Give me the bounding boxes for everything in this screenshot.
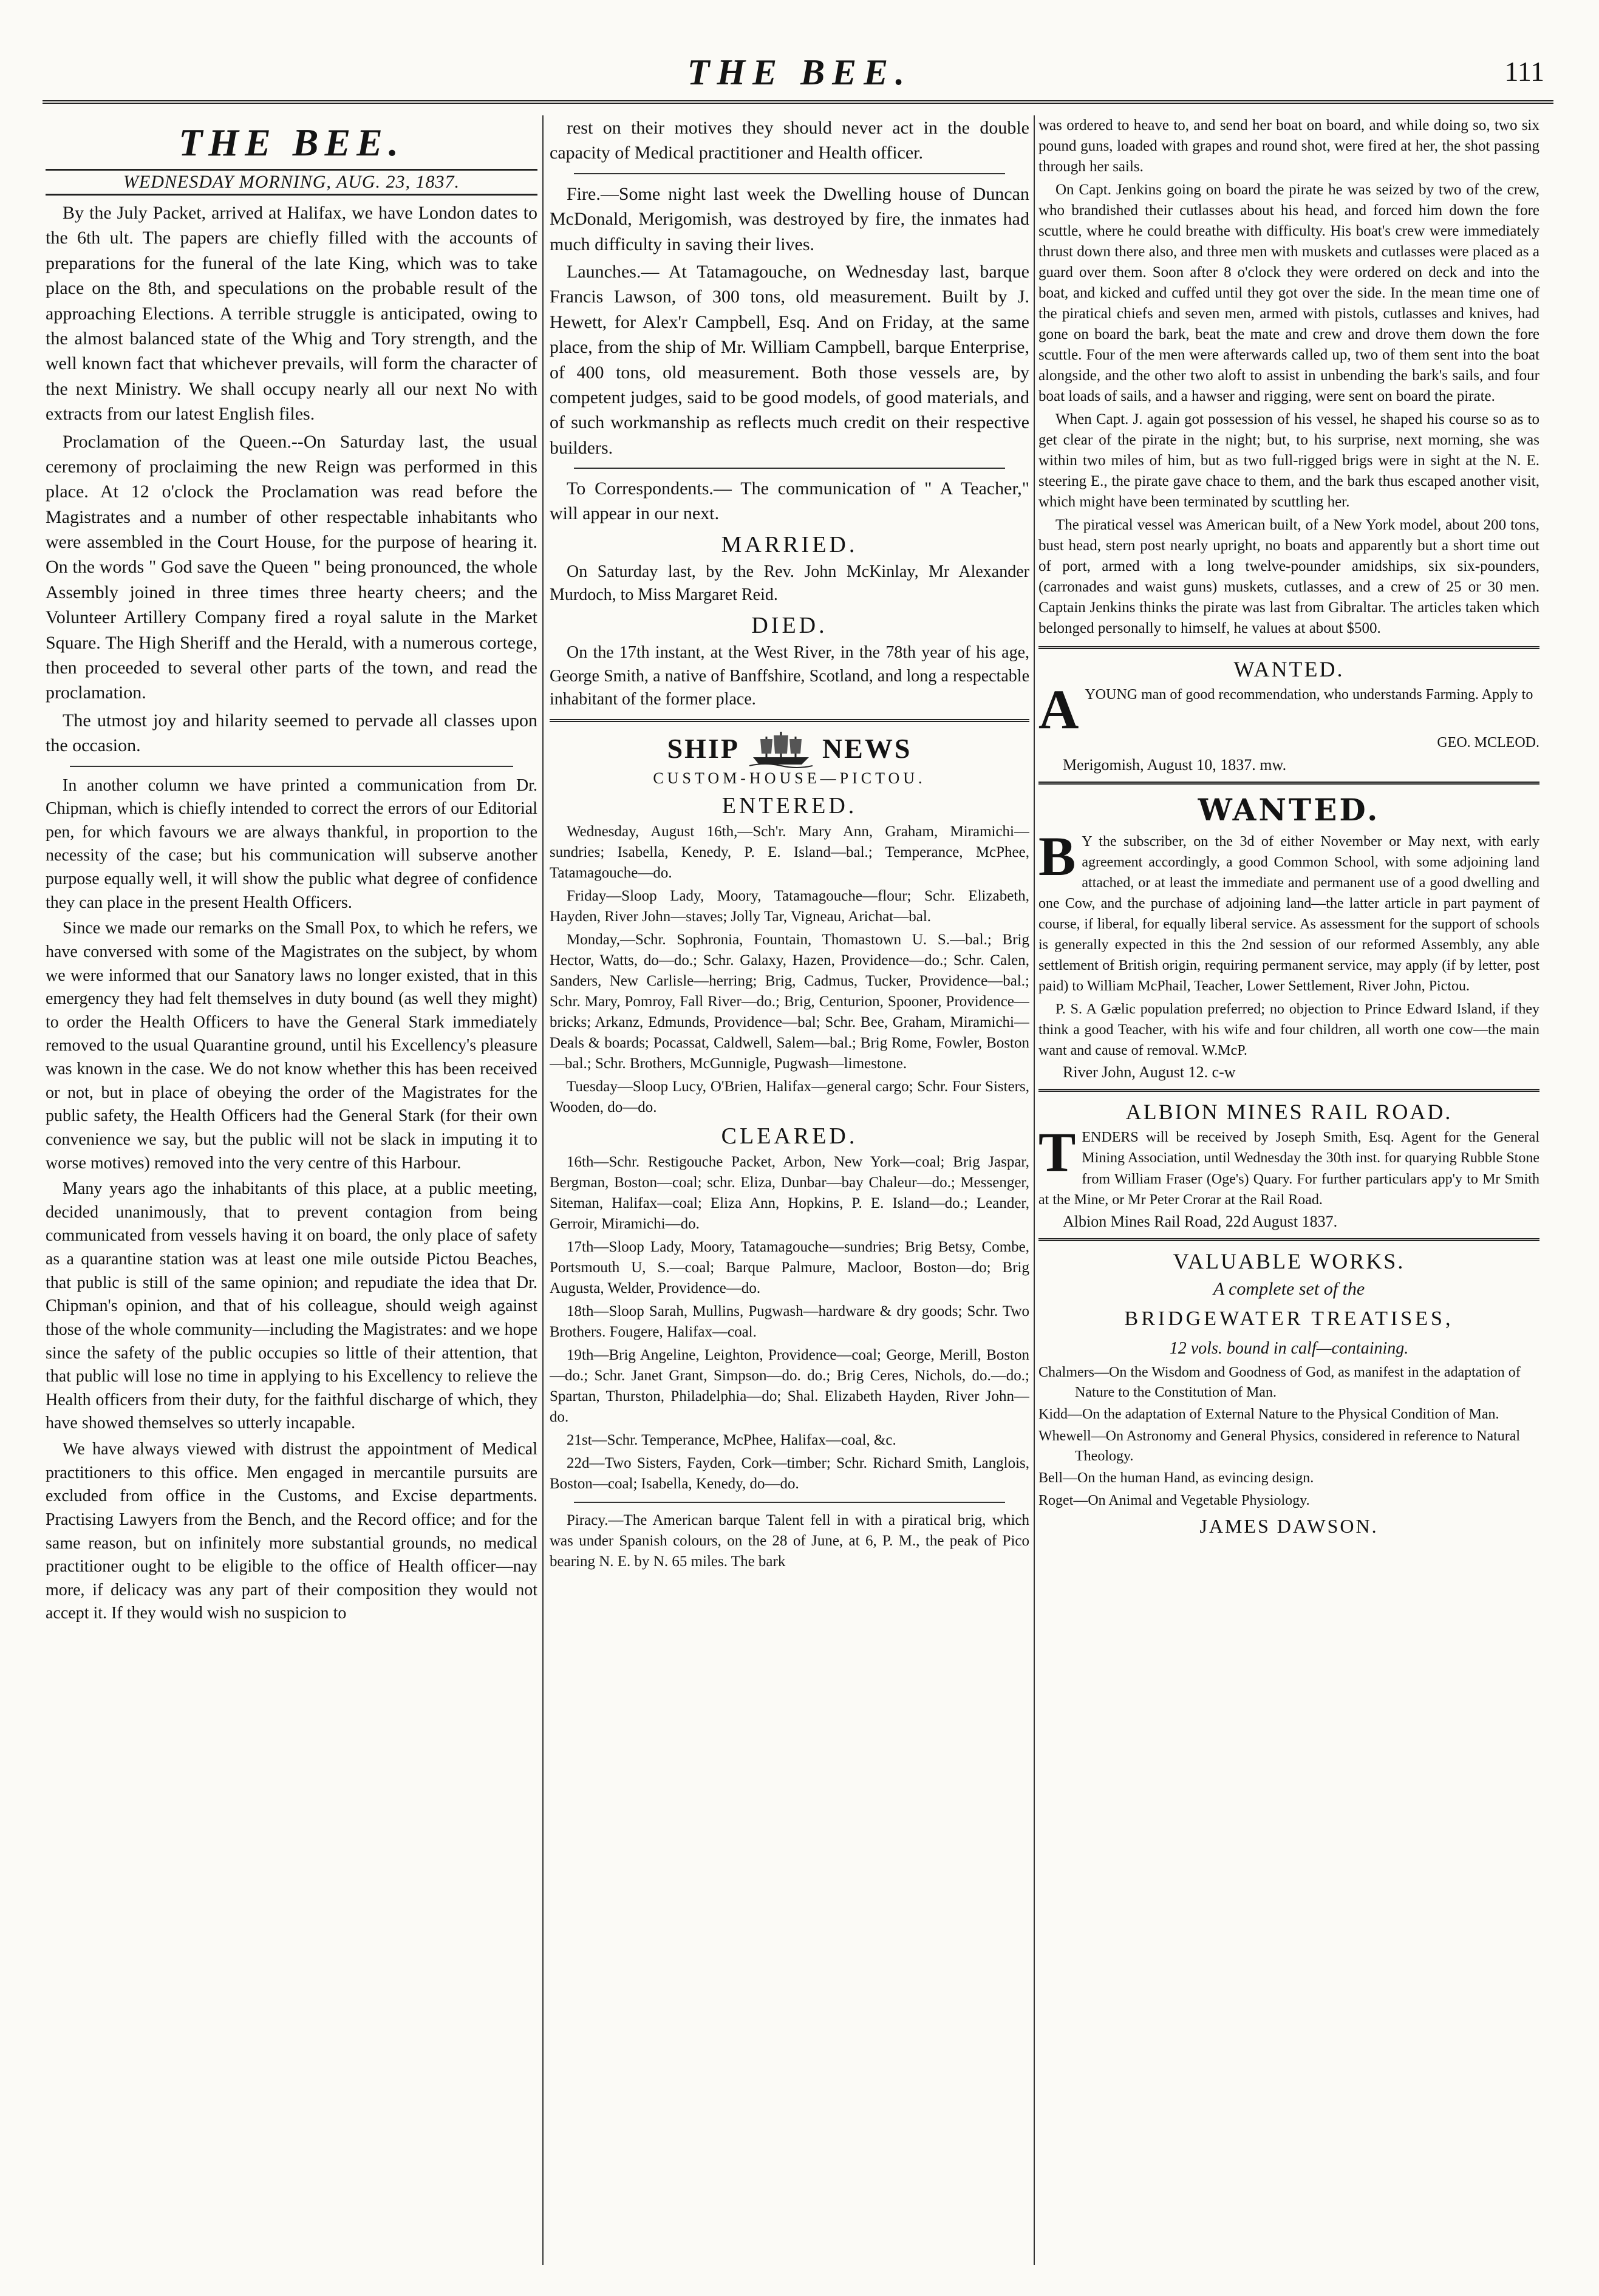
albion-ad [1038, 1121, 1539, 1210]
piracy-continued: On Capt. Jenkins going on board the pirate he was seized by two of the crew, who brandished their cutlasses about his head, and forced him down the fore scuttle, where he could breathe with difficulty. His boat's crew were immediately thrust down there also, and three men with muskets and cutlasses were placed as a guard over them. Soon after 8 o'clock they were ordered on deck and into the boat, and kicked and cuffed until they got over the side. In the mean time one of the piratical chiefs and seven men, armed with pistols, cutlasses and knives, had gone on board the bark, beat the mate and crew and drove them down the fore scuttle. Four of the men were afterwards called up, two of them sent into the boat alongside, and the other two aloft to assist in unbending the bark's sails, and four boat loads of sails, and a hawser and rigging, were sent on board the pirate. [1038, 182, 1539, 404]
wanted-heading: WANTED. [1233, 657, 1345, 681]
divider [574, 468, 1005, 469]
ship-news-right: NEWS [822, 733, 912, 765]
works-item: Kidd—On the adaptation of External Nature to the Physical Condition of Man. [1038, 1406, 1499, 1423]
died-notice: On the 17th instant, at the West River, in the 78th year of his age, George Smith, a native of Banffshire, Scotland, and long a respectable inhabitant of the former place. [550, 643, 1029, 709]
masthead [0, 52, 1599, 106]
wanted-heading: WANTED. [1198, 791, 1380, 828]
article-paragraph: By the July Packet, arrived at Halifax, we have London dates to the 6th ult. The papers are chiefly filled with the accounts of preparations for the funeral of the late King, which was to take place on the 8th, and speculations on the probable result of the approaching Elections. A terrible struggle is anticipated, owing to the almost balanced state of the Whig and Tory strength, and the well known fact that whichever prevails, will form the character of the next Ministry. We shall occupy nearly all our next No with extracts from our latest English files. [46, 203, 537, 424]
ad-text: YOUNG man of good recommendation, who understands Farming. Apply to [1085, 687, 1533, 703]
works-signature: JAMES DAWSON. [1199, 1515, 1379, 1538]
column-3 [1038, 115, 1539, 2265]
shipping-entry: Wednesday, August 16th,—Sch'r. Mary Ann, Graham, Miramichi—sundries; Isabella, Kenedy, P. E. Island—bal.; Temperance, McPhee, Tatamagouche—do. [550, 823, 1029, 881]
married-notice: On Saturday last, by the Rev. John McKinlay, Mr Alexander Murdoch, to Miss Margaret Reid. [550, 562, 1029, 605]
divider [574, 173, 1005, 174]
works-item: Roget—On Animal and Vegetable Physiology. [1038, 1492, 1310, 1508]
article-paragraph: Launches.— At Tatamagouche, on Wednesday last, barque Francis Lawson, of 300 tons, old measurement. Built by J. Hewett, for Alex'r Campbell, Esq. And on Friday, at the same place, from the ship of Mr. William Campbell, barque Enterprise, of 400 tons, old measurement. Both those vessels are, by competent judges, said to be good models, of good materials, and of such workmanship as reflects much credit on their respective builders. [550, 261, 1029, 458]
ad-date: River John, August 12. c-w [1063, 1063, 1236, 1082]
paper-name: THE BEE. [179, 121, 404, 164]
running-title: THE BEE. [687, 52, 912, 92]
column-rule [542, 115, 544, 2265]
page-number: 111 [1504, 56, 1544, 87]
column-1 [46, 115, 537, 2265]
ad-date: Albion Mines Rail Road, 22d August 1837. [1063, 1212, 1338, 1230]
ship-news-left: SHIP [667, 733, 740, 765]
drop-cap: T [1038, 1121, 1076, 1184]
shipping-entry: 22d—Two Sisters, Fayden, Cork—timber; Schr. Richard Smith, Langlois, Boston—coal; Isabella, Kenedy, do—do. [550, 1454, 1029, 1492]
divider [1038, 1089, 1539, 1092]
shipping-entry: Monday,—Schr. Sophronia, Fountain, Thomastown U. S.—bal.; Brig Hector, Watts, do—do.; Schr. Galaxy, Hazen, Providence—do.; Schr. Calen, Sanders, New Carlisle—herring; Brig, Cadmus, Tucker, Providence—bal.; Schr. Mary, Pomroy, Fall River—do.; Brig, Centurion, Spooner, Providence—bricks; Arkanz, Edmunds, Providence—bal; Schr. Bee, Graham, Miramichi—Deals & boards; Pocassat, Caldwell, Salem—bal.; Brig Rome, Fowler, Boston—bal.; Schr. Brothers, McGunnigle, Pugwash—limestone. [550, 931, 1029, 1072]
works-item: Chalmers—On the Wisdom and Goodness of God, as manifest in the adaptation of Nature to the Constitution of Man. [1038, 1364, 1521, 1400]
article-paragraph: The utmost joy and hilarity seemed to pervade all classes upon the occasion. [46, 710, 537, 756]
works-item: Whewell—On Astronomy and General Physics, considered in reference to Natural Theology. [1038, 1428, 1521, 1464]
column-rule [1034, 115, 1035, 2265]
piracy-continued: The piratical vessel was American built, of a New York model, about 200 tons, bust head, stern post nearly upright, no boats and apparently but a short time out of port, armed with a long twelve-pounder amidships, six six-pounders, (carronades and waist guns) muskets, cutlasses, and a crew of 25 or 30 men. Captain Jenkins thinks the pirate was last from Gibraltar. The articles taken which belonged personally to himself, he values at about $500. [1038, 517, 1539, 636]
divider [574, 1502, 1005, 1503]
ad-signature: GEO. MCLEOD. [1437, 735, 1539, 751]
divider [1038, 646, 1539, 649]
ad-date: Merigomish, August 10, 1837. mw. [1063, 755, 1287, 774]
article-paragraph: Fire.—Some night last week the Dwelling house of Duncan McDonald, Merigomish, was destroyed by fire, the inmates had much difficulty in saving their lives. [550, 183, 1029, 254]
shipping-entry: Friday—Sloop Lady, Moory, Tatamagouche—flour; Schr. Elizabeth, Hayden, River John—staves; Jolly Tar, Vigneau, Arichat—bal. [550, 887, 1029, 925]
dateline: WEDNESDAY MORNING, AUG. 23, 1837. [46, 169, 537, 196]
shipping-entry: Tuesday—Sloop Lucy, O'Brien, Halifax—general cargo; Schr. Four Sisters, Wooden, do—do. [550, 1078, 1029, 1116]
piracy-continued: was ordered to heave to, and send her boat on board, and while doing so, two six pound guns, loaded with grapes and round shot, were fired at her, the shot passing through her sails. [1038, 117, 1539, 175]
custom-house-heading: CUSTOM-HOUSE—PICTOU. [653, 769, 926, 787]
drop-cap: B [1038, 825, 1076, 887]
header-rule [43, 100, 1553, 104]
works-title: BRIDGEWATER TREATISES, [1124, 1307, 1454, 1330]
wanted-ad-school [1038, 825, 1539, 997]
wanted-ad-farming [1038, 678, 1539, 740]
works-subheading: A complete set of the [1213, 1278, 1365, 1299]
divider [1038, 1238, 1539, 1241]
article-paragraph: Proclamation of the Queen.--On Saturday last, the usual ceremony of proclaiming the new Reign was performed in this place. At 12 o'clock the Proclamation was read before the Magistrates and a number of other respectable inhabitants who were assembled in the Court House, for the purpose of hearing it. On the words " God save the Queen " being pronounced, the whole Assembly joined in three times three hearty cheers; and the Volunteer Artillery Company fired a royal salute in the Market Square. The High Sheriff and the Herald, with a numerous cortege, then proceeded to several other parts of the town, and read the proclamation. [46, 431, 537, 703]
article-paragraph: rest on their motives they should never act in the double capacity of Medical practitioner and Health officer. [550, 118, 1029, 163]
shipping-entry: 17th—Sloop Lady, Moory, Tatamagouche—sundries; Brig Betsy, Combe, Portsmouth U, S.—coal; Barque Palmure, Macloor, Boston—do; Brig Augusta, Welder, Providence—do. [550, 1238, 1029, 1296]
ship-icon [749, 729, 813, 768]
article-paragraph: In another column we have printed a communication from Dr. Chipman, which is chiefly intended to correct the errors of our Editorial pen, for which favours we are always thankful, in proportion to the necessity of the case; but his communication will subserve another purpose equally well, it will show the public what degree of confidence they can place in the present Health Officers. [46, 775, 537, 912]
shipping-entry: 21st—Schr. Temperance, McPhee, Halifax—coal, &c. [567, 1431, 896, 1448]
divider [70, 766, 513, 767]
piracy-continued: When Capt. J. again got possession of his vessel, he shaped his course so as to get clear of the pirate in the night; but, to his surprise, next morning, she was within two miles of him, but as two full-rigged brigs were in sight at the N. E. steering E., the pirate gave chace to them, and the bark thus escaped another visit, which might have been terminated by scuttling her. [1038, 411, 1539, 510]
shipping-entry: 19th—Brig Angeline, Leighton, Providence—coal; George, Merill, Boston—do.; Schr. Janet Grant, Simpson—do. do.; Brig Ceres, Nichols, do.—do.; Spartan, Thurston, Philadelphia—do; Shal. Elizabeth Hayden, River John—do. [550, 1346, 1029, 1425]
shipping-entry: 16th—Schr. Restigouche Packet, Arbon, New York—coal; Brig Jaspar, Bergman, Boston—coal; schr. Eliza, Dunbar—bay Chaleur—do.; Messenger, Siteman, Halifax—coal; Eliza Ann, Hopkins, P. E. Island—do.; Leander, Gerroir, Miramichi—do. [550, 1153, 1029, 1232]
works-heading: VALUABLE WORKS. [1173, 1248, 1405, 1273]
shipping-entry: 18th—Sloop Sarah, Mullins, Pugwash—hardware & dry goods; Schr. Two Brothers. Fougere, Halifax—coal. [550, 1303, 1029, 1340]
married-heading: MARRIED. [721, 531, 858, 557]
article-paragraph: We have always viewed with distrust the appointment of Medical practitioners to this office. Men engaged in mercantile pursuits are excluded from office in the Customs, and Excise departments. Practising Lawyers from the Bench, and the Record office; and for the same reason, but on infinitely more substantial grounds, no medical practitioner ought to be eligible to the office of Health officer—nay more, if delicacy was any part of their composition they would not accept it. If they would wish no suspicion to [46, 1440, 537, 1623]
died-heading: DIED. [751, 613, 828, 639]
entered-heading: ENTERED. [721, 792, 857, 819]
divider [1038, 782, 1539, 785]
piracy-article: Piracy.—The American barque Talent fell in with a piratical brig, which was under Spanish colours, on the 28 of June, at 6, P. M., the peak of Pico bearing N. E. by N. 65 miles. The bark [550, 1511, 1029, 1570]
article-paragraph: Since we made our remarks on the Small Pox, to which he refers, we have conversed with some of the Magistrates on the subject, by whom we were informed that our Sanatory laws no longer existed, that in this emergency they had felt themselves in duty bound (as well they might) to order the Health Officers to have the General Stark immediately removed to the usual Quarantine ground, until his Excellency's pleasure was known in the case. We do not know whether this has been received or not, but in place of obeying the order of the Magistrates for the public safety, the Health Officers had the General Stark (for their own convenience we say, but the public will not be slack in imputing it to worse motives) removed into the very centre of this Harbour. [46, 919, 537, 1173]
works-volumes: 12 vols. bound in calf—containing. [1169, 1338, 1409, 1358]
ad-text: ENDERS will be received by Joseph Smith, Esq. Agent for the General Mining Association, until Wednesday the 30th inst. for quarying Rubble Stone from William Fraser (Oge's) Quary. For further particulars app'y to Mr Smith at the Mine, or Mr Peter Crorar at the Rail Road. [1038, 1129, 1539, 1208]
article-paragraph: To Correspondents.— The communication of " A Teacher," will appear in our next. [550, 479, 1029, 524]
ad-text: Y the subscriber, on the 3d of either November or May next, with early agreement accordingly, a good Common School, with some adjoining land attached, or at least the immediate and permanent use of a good dwelling and one Cow, and the purchase of adjoining land—the latter article in part payment of course, if liberal, for equally liberal service. As assessment for the support of schools is generally expected in this the 2nd session of our reformed Assembly, any able settlement of British origin, requiring permanent service, may apply (if by letter, post paid) to William McPhail, Teacher, Lower Settlement, River John, Pictou. [1038, 833, 1539, 995]
ad-postscript: P. S. A Gælic population preferred; no objection to Prince Edward Island, if they think a good Teacher, with his wife and four children, all worth one cow—the main want and cause of removal. W.McP. [1038, 1001, 1539, 1059]
ship-news-header [550, 729, 1029, 768]
column-2 [550, 115, 1029, 2265]
cleared-heading: CLEARED. [721, 1123, 858, 1149]
drop-cap: A [1038, 678, 1079, 740]
divider [550, 719, 1029, 722]
albion-heading: ALBION MINES RAIL ROAD. [1125, 1100, 1453, 1125]
works-item: Bell—On the human Hand, as evincing design. [1038, 1470, 1314, 1487]
article-paragraph: Many years ago the inhabitants of this place, at a public meeting, decided unanimously, that to prevent contagion from being communicated from vessels having it on board, the only place of safety as a quarantine station was at least one mile outside Pictou Beaches, that public is still of the same opinion; and repudiate the idea that Dr. Chipman's opinion, and that of his colleague, should weigh against those of the whole community—including the Magistrates: and we hope since the safety of the public occupies so little of their attention, that that public will lose no time in applying to his Excellency to relieve the Health officers from their duty, for the faithful discharge of which, they have showed themselves so utterly incapable. [46, 1179, 537, 1433]
